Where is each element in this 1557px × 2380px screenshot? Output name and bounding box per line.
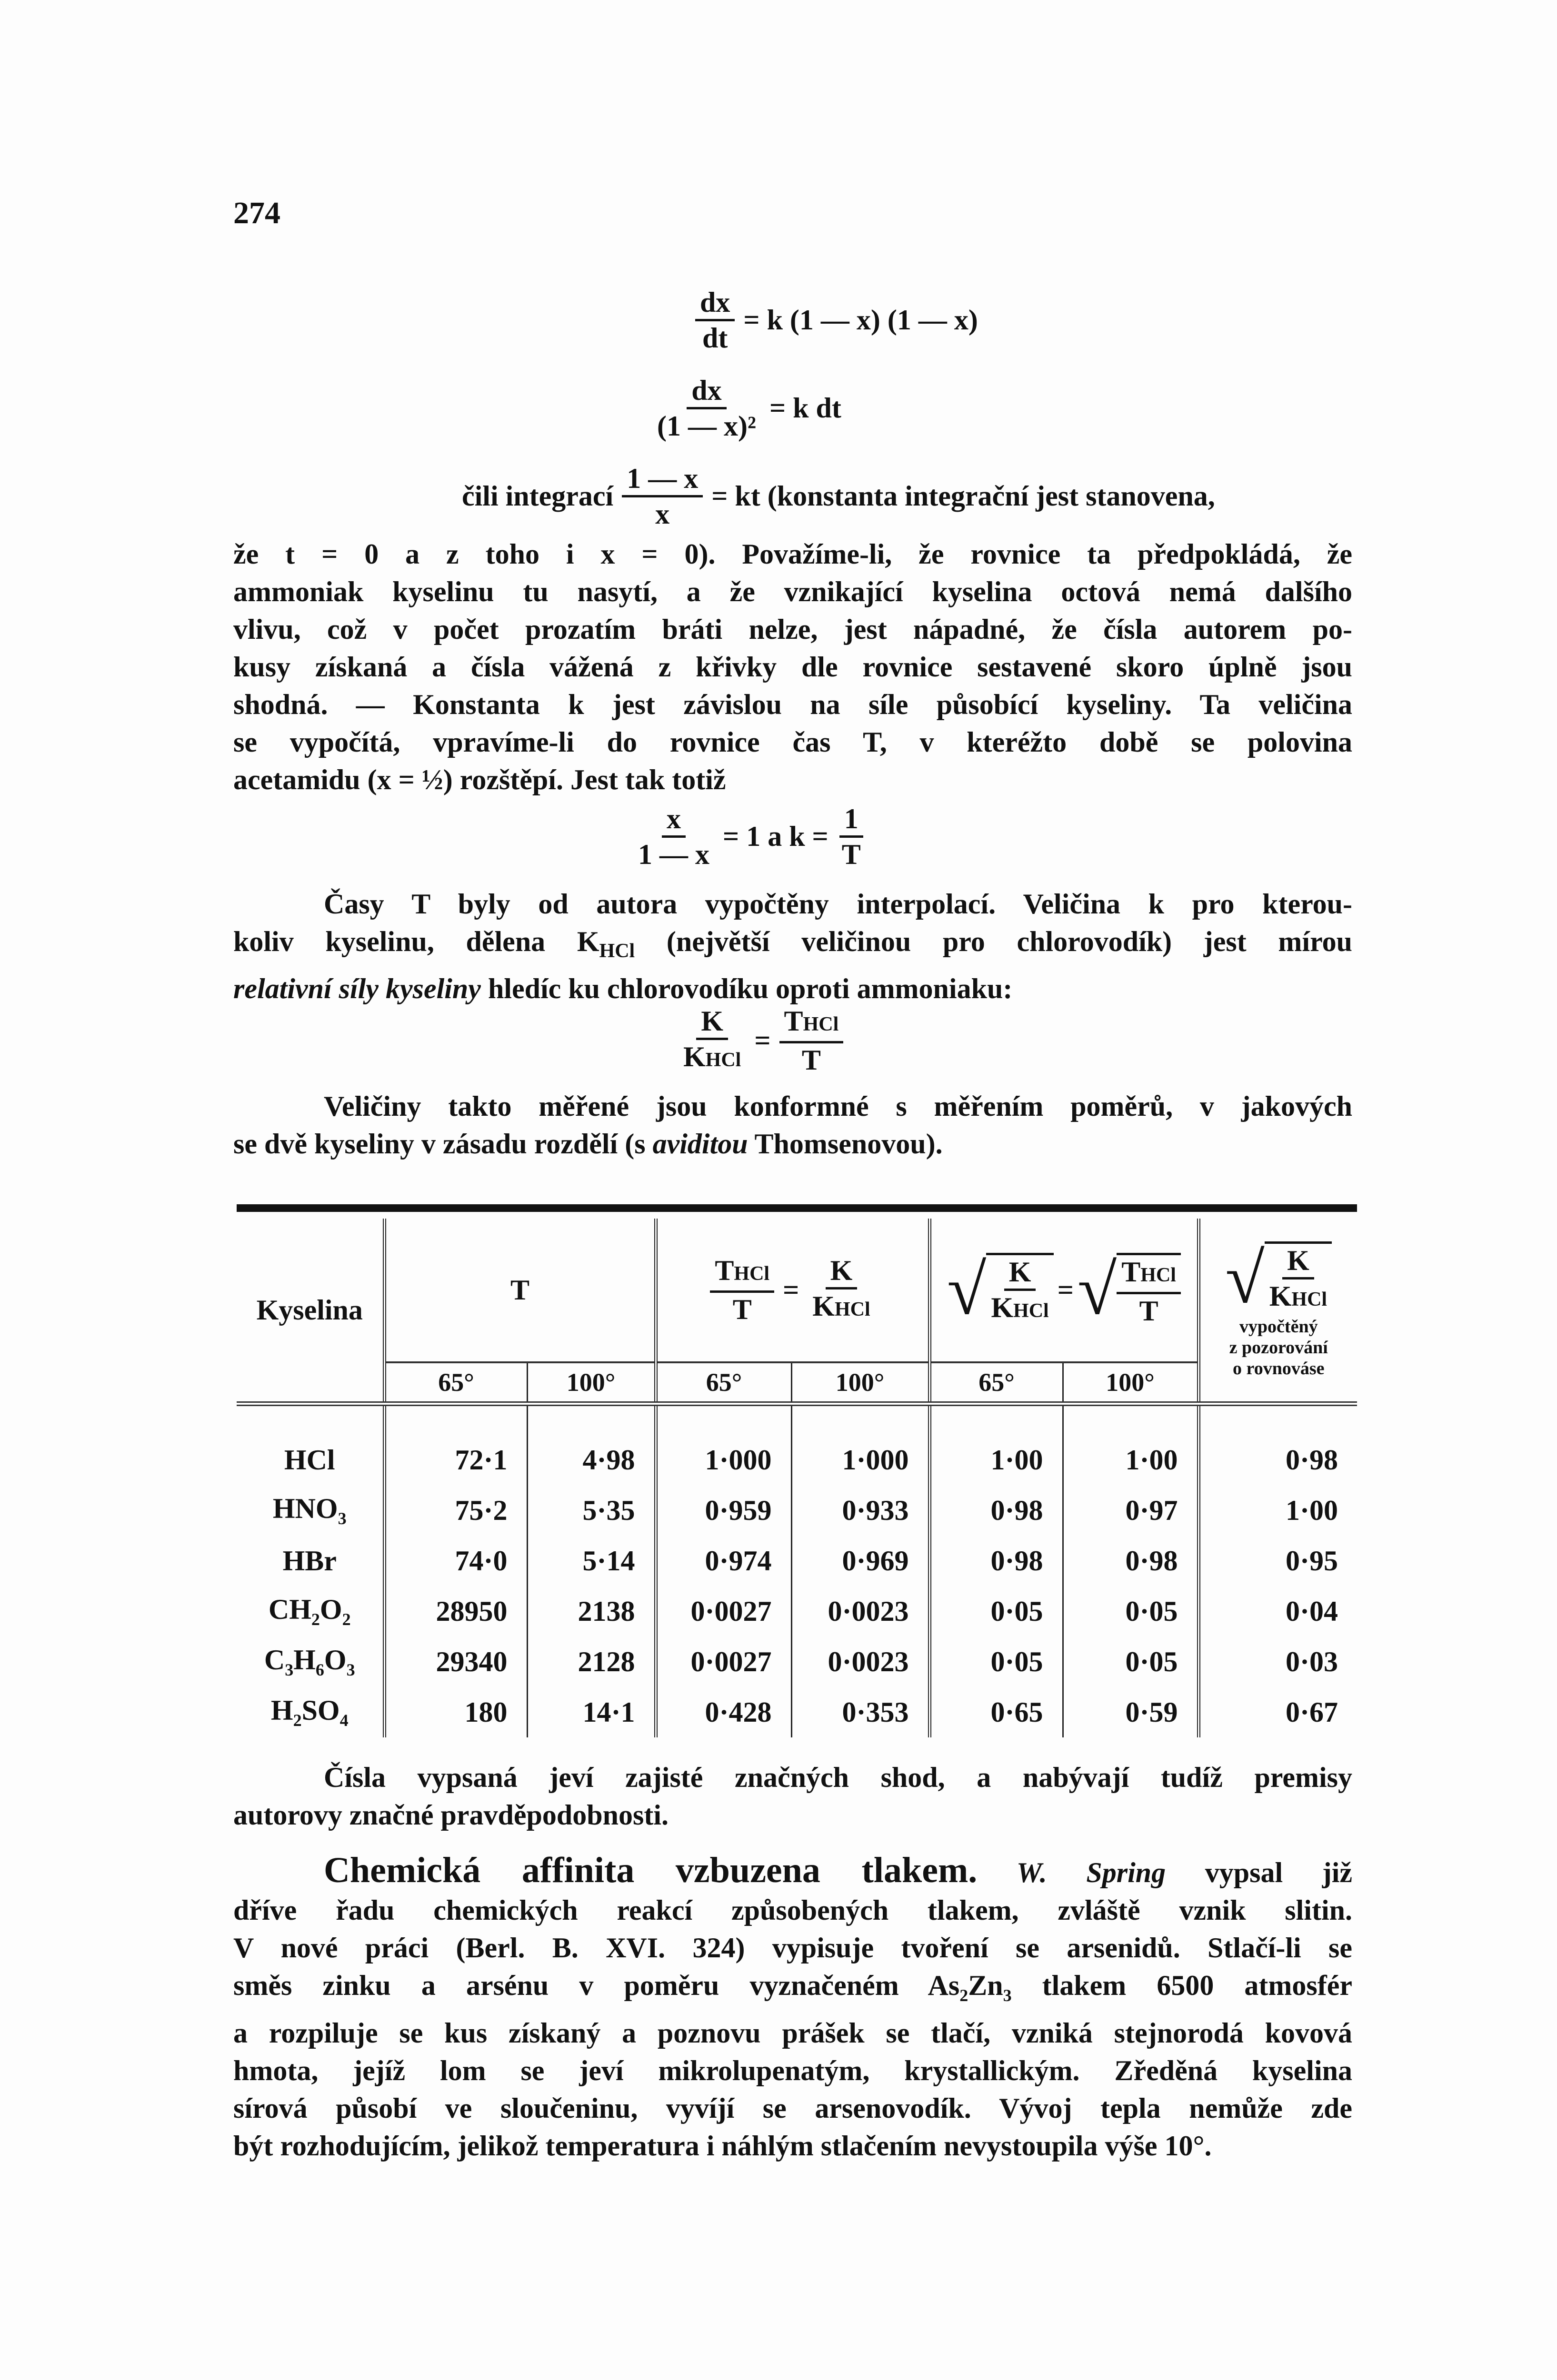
- table-cell: 0·03: [1198, 1636, 1357, 1687]
- paragraph-1: [233, 536, 1352, 799]
- temp-header: 65°: [929, 1362, 1063, 1404]
- table-cell: 5·35: [527, 1485, 656, 1536]
- header-ratio: [656, 1219, 929, 1362]
- table-top-rule: [237, 1204, 1357, 1212]
- table-cell: 2128: [527, 1636, 656, 1687]
- table-cell: 72·1: [384, 1404, 527, 1485]
- table-cell: 1·000: [791, 1404, 929, 1485]
- subscript: 4: [339, 1711, 349, 1730]
- table-cell: 0·428: [656, 1687, 791, 1737]
- subscript: HCl: [834, 1299, 870, 1320]
- table-cell: 0·98: [929, 1485, 1063, 1536]
- acid-name: HBr: [282, 1545, 337, 1577]
- text-line: vlivu, což v počet prozatím bráti nelze, jest nápadné, že čísla autorem po-: [233, 614, 1352, 645]
- table-cell: 0·65: [929, 1687, 1063, 1737]
- header-T: T: [384, 1219, 656, 1362]
- text-span: koliv kyselinu, dělena K: [233, 926, 599, 957]
- text-line: se vypočítá, vpravíme-li do rovnice čas T, v kteréžto době se polovina: [233, 726, 1352, 758]
- temp-header: 100°: [791, 1362, 929, 1404]
- subscript: HCl: [1291, 1288, 1327, 1310]
- equation-separated: [652, 374, 841, 443]
- text-line: shodná. — Konstanta k jest závislou na síle působící kyseliny. Ta veličina: [233, 689, 1352, 720]
- equation-relative-strength: [679, 1004, 843, 1077]
- table-cell: 180: [384, 1687, 527, 1737]
- text-span: tlakem 6500 atmosfér: [1011, 1970, 1352, 2001]
- text-line: ammoniak kyselinu tu nasytí, a že vznikající kyselina octová nemá dalšího: [233, 576, 1352, 607]
- section-heading: Chemická affinita vzbuzena tlakem.: [324, 1850, 978, 1890]
- acid-name: $CH_2O_2$: [268, 1594, 351, 1629]
- table-cell: 0·0023: [791, 1636, 929, 1687]
- fraction-denominator: dt: [702, 322, 728, 354]
- table-cell: 0·974: [656, 1536, 791, 1586]
- italic-term: relativní síly kyseliny: [233, 973, 481, 1004]
- acid-name: $H_2SO_4$: [270, 1695, 349, 1730]
- equation-integrated: [462, 462, 1215, 531]
- equals-sign: =: [1057, 1274, 1074, 1306]
- temp-header: 100°: [1063, 1362, 1198, 1404]
- table-cell: 2138: [527, 1586, 656, 1636]
- table-cell: 14·1: [527, 1687, 656, 1737]
- fraction-numerator: K: [826, 1254, 858, 1289]
- page-number: 274: [233, 196, 280, 230]
- table-cell: 0·05: [929, 1636, 1063, 1687]
- table-cell: 0·05: [1063, 1586, 1198, 1636]
- text-span: T: [1121, 1256, 1141, 1288]
- fraction-denominator: 1 — x: [638, 839, 709, 870]
- fraction-numerator: K: [1004, 1255, 1036, 1291]
- data-table: [237, 1204, 1357, 1737]
- header-kyselina: Kyselina: [237, 1219, 384, 1404]
- text-line: Čísla vypsaná jeví zajisté značných shod, a nabývají tudíž premisy: [324, 1762, 1352, 1793]
- text-line: Veličiny takto měřené jsou konformné s měřením poměrů, v jakových: [324, 1091, 1352, 1122]
- equation-rate: [695, 286, 978, 355]
- temp-header: 100°: [527, 1362, 656, 1404]
- subscript: HCl: [734, 1263, 770, 1285]
- fraction-numerator: K: [1282, 1244, 1314, 1279]
- fraction-denominator: T: [841, 839, 861, 870]
- subscript: 2: [342, 1610, 351, 1629]
- table-cell: 0·933: [791, 1485, 929, 1536]
- table-row: [237, 1404, 1357, 1485]
- subscript: 3: [285, 1660, 294, 1679]
- table-row: [237, 1636, 1357, 1687]
- table-cell: 0·95: [1198, 1536, 1357, 1586]
- fraction-denominator: x: [655, 498, 670, 530]
- table-cell: 0·959: [656, 1485, 791, 1536]
- subscript: 3: [346, 1660, 355, 1679]
- table-cell: 0·67: [1198, 1687, 1357, 1737]
- table-cell: 0·05: [1063, 1636, 1198, 1687]
- table-cell: 0·353: [791, 1687, 929, 1737]
- text-span: se dvě kyseliny v zásadu rozdělí (s: [233, 1128, 653, 1160]
- table-cell: 74·0: [384, 1536, 527, 1586]
- subscript: 6: [315, 1660, 324, 1679]
- fraction-numerator: dx: [687, 374, 726, 409]
- table-cell: 29340: [384, 1636, 527, 1687]
- paragraph-2: [233, 885, 1352, 1008]
- fraction-numerator: x: [662, 802, 686, 838]
- table-cell: 5·14: [527, 1536, 656, 1586]
- subscript: HCl: [1013, 1299, 1049, 1322]
- equals-sign: =: [754, 1024, 771, 1056]
- table-cell: 0·0027: [656, 1636, 791, 1687]
- fraction-numerator: dx: [695, 286, 735, 321]
- subscript: HCl: [1140, 1264, 1176, 1286]
- equation-lead-text: čili integrací: [462, 480, 614, 512]
- header-sqrt-ratio: [929, 1219, 1198, 1362]
- header-note: o rovnováse: [1233, 1358, 1325, 1378]
- fraction-numerator: 1: [839, 802, 863, 838]
- table-cell: 0·0023: [791, 1586, 929, 1636]
- text-span: K: [991, 1291, 1014, 1323]
- fraction-denominator: (1 — x)²: [657, 410, 756, 442]
- table-cell: 0·05: [929, 1586, 1063, 1636]
- text-span: vypsal již: [1166, 1857, 1353, 1888]
- text-line: autorovy značné pravděpodobnosti.: [233, 1799, 669, 1831]
- text-line: a rozpiluje se kus získaný a poznovu prášek se tlačí, vzniká stejnorodá kovová: [233, 2017, 1352, 2049]
- text-span: K: [812, 1290, 835, 1322]
- table-cell: 0·04: [1198, 1586, 1357, 1636]
- equation-rhs: = k (1 — x) (1 — x): [743, 304, 978, 336]
- header-note: z pozorování: [1229, 1337, 1328, 1358]
- equation-rhs: = k dt: [769, 392, 841, 424]
- header-note: vypočtěný: [1239, 1316, 1318, 1337]
- temp-header: 65°: [384, 1362, 527, 1404]
- paragraph-3: [233, 1088, 1352, 1163]
- text-span: Zn: [968, 1970, 1003, 2001]
- table-row: [237, 1687, 1357, 1737]
- subscript: HCl: [599, 940, 635, 962]
- italic-term: aviditou: [652, 1128, 748, 1160]
- paragraph-5: [233, 1852, 1352, 2165]
- text-line: že t = 0 a z toho i x = 0). Považíme-li, že rovnice ta předpokládá, že: [233, 538, 1352, 570]
- table-cell: 4·98: [527, 1404, 656, 1485]
- table-cell: 0·0027: [656, 1586, 791, 1636]
- table-cell: 1·00: [1198, 1485, 1357, 1536]
- paragraph-4: [233, 1759, 1352, 1834]
- table-cell: 0·59: [1063, 1687, 1198, 1737]
- table-row: [237, 1586, 1357, 1636]
- text-span: Thomsenovou).: [748, 1128, 943, 1160]
- fraction-denominator: K: [683, 1041, 706, 1072]
- text-line: acetamidu (x = ½) rozštěpí. Jest tak totiž: [233, 764, 726, 795]
- text-line: kusy získaná a čísla vážená z křivky dle rovnice sestavené skoro úplně jsou: [233, 651, 1352, 683]
- text-span: směs zinku a arsénu v poměru vyznačeném As: [233, 1970, 960, 2001]
- table-row: [237, 1485, 1357, 1536]
- subscript: 3: [338, 1509, 347, 1528]
- fraction-numerator: K: [696, 1004, 728, 1040]
- subscript: HCl: [705, 1049, 741, 1071]
- subscript: 2: [311, 1610, 320, 1629]
- equation-middle: = 1 a k =: [723, 821, 828, 852]
- table-cell: 1·000: [656, 1404, 791, 1485]
- temp-header: 65°: [656, 1362, 791, 1404]
- author-name: W. Spring: [1016, 1857, 1166, 1888]
- equation-half-time: [633, 802, 866, 871]
- fraction-numerator: 1 — x: [622, 462, 703, 497]
- subscript: 3: [1003, 1986, 1012, 2005]
- table-cell: 28950: [384, 1586, 527, 1636]
- subscript: 2: [293, 1711, 302, 1730]
- table-cell: 0·969: [791, 1536, 929, 1586]
- table-cell: 1·00: [929, 1404, 1063, 1485]
- fraction-numerator: T: [784, 1005, 803, 1037]
- table-cell: 0·98: [1198, 1404, 1357, 1485]
- text-line: sírová působí ve sloučeninu, vyvíjí se arsenovodík. Vývoj tepla nemůže zde: [233, 2092, 1352, 2124]
- subscript: HCl: [803, 1013, 839, 1035]
- text-line: být rozhodujícím, jelikož temperatura i náhlým stlačením nevystoupila výše 10°.: [233, 2130, 1212, 2162]
- fraction-denominator: T: [801, 1044, 821, 1076]
- text-line: V nové práci (Berl. B. XVI. 324) vypisuje tvoření se arsenidů. Stlačí-li se: [233, 1932, 1352, 1964]
- text-line: hmota, jejíž lom se jeví mikrolupenatým, krystallickým. Zředěná kyselina: [233, 2055, 1352, 2086]
- text-span: hledíc ku chlorovodíku oproti ammoniaku:: [480, 973, 1013, 1004]
- sqrt-icon: √: [947, 1250, 987, 1329]
- table-cell: 1·00: [1063, 1404, 1198, 1485]
- fraction-denominator: T: [1139, 1295, 1158, 1327]
- subscript: 2: [959, 1986, 968, 2005]
- sqrt-icon: √: [1077, 1250, 1117, 1329]
- table-body: [237, 1404, 1357, 1737]
- table-row: [237, 1536, 1357, 1586]
- text-span: (největší veličinou pro chlorovodík) jest mírou: [635, 926, 1352, 957]
- text-line: Časy T byly od autora vypočtěny interpolací. Veličina k pro kterou-: [324, 888, 1352, 920]
- acid-name: $C_3H_6O_3$: [264, 1644, 355, 1679]
- table-cell: 0·98: [929, 1536, 1063, 1586]
- sqrt-icon: √: [1225, 1239, 1265, 1318]
- header-observed: [1198, 1219, 1357, 1404]
- table-cell: 0·97: [1063, 1485, 1198, 1536]
- text-line: dříve řadu chemických reakcí způsobených tlakem, zvláště vznik slitin.: [233, 1894, 1352, 1926]
- acid-name: $HNO_3$: [272, 1493, 347, 1528]
- text-span: K: [1269, 1280, 1292, 1312]
- text-span: T: [715, 1255, 734, 1286]
- equals-sign: =: [783, 1274, 799, 1306]
- table-cell: 0·98: [1063, 1536, 1198, 1586]
- acid-name: HCl: [284, 1444, 335, 1476]
- equation-rhs: = kt (konstanta integrační jest stanovena,: [711, 480, 1215, 512]
- fraction-denominator: T: [732, 1294, 752, 1325]
- table-cell: 75·2: [384, 1485, 527, 1536]
